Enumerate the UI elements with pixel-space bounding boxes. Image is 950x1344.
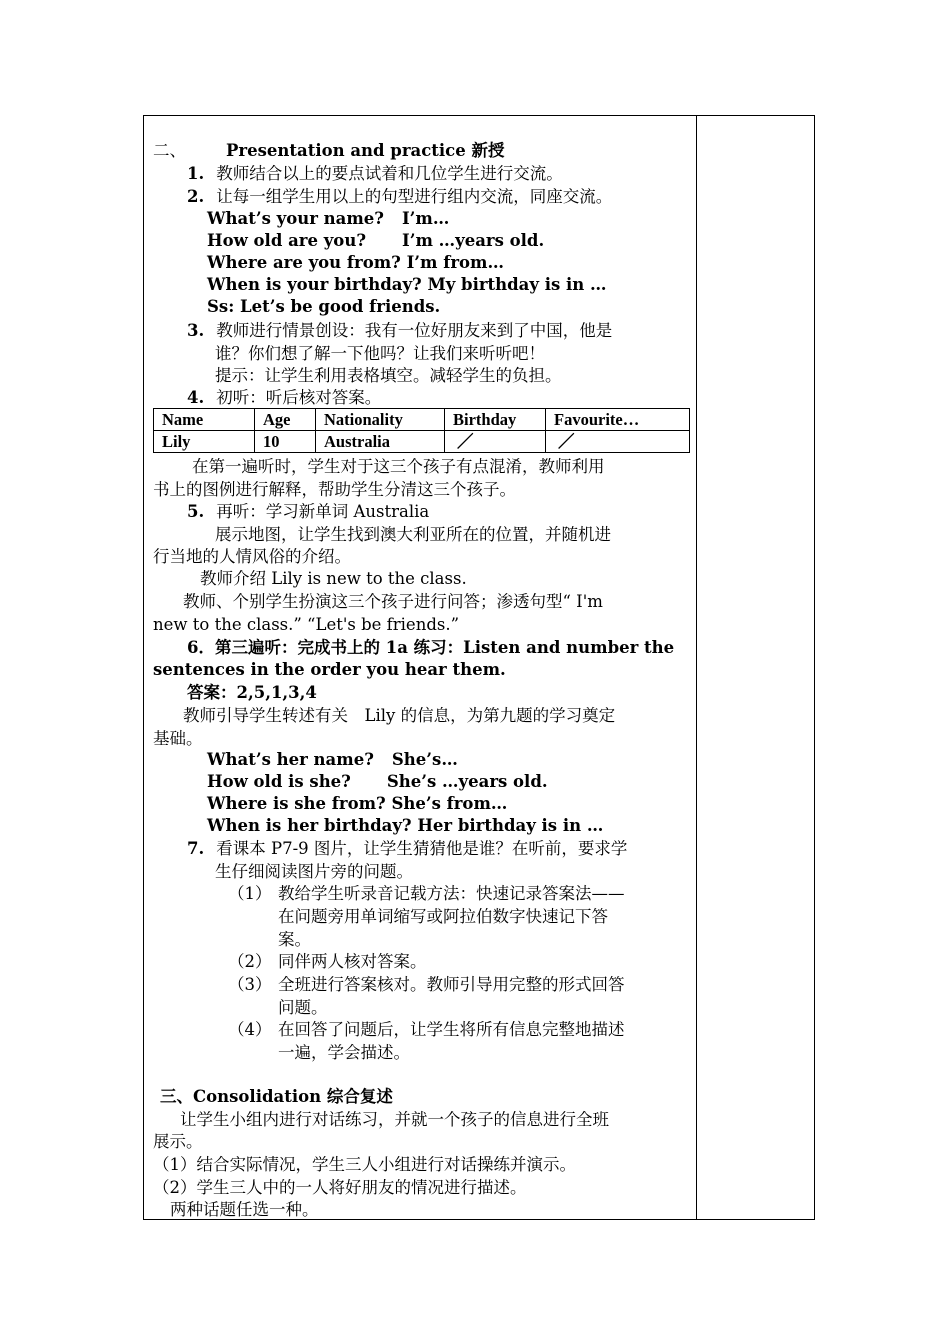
- sub-item-text: 在问题旁用单词缩写或阿拉伯数字快速记下答: [278, 907, 608, 926]
- table-cell: Lily: [154, 431, 255, 453]
- item-4: 4. 初听：听后核对答案。: [187, 388, 382, 407]
- table-header-cell: Name: [154, 409, 255, 431]
- item-7: 7. 看课本 P7-9 图片，让学生猜猜他是谁？在听前，要求学: [187, 839, 628, 858]
- item-5: 5. 再听：学习新单词 Australia: [187, 502, 430, 521]
- paragraph: （1）结合实际情况，学生三人小组进行对话操练并演示。: [153, 1155, 576, 1174]
- dialog-line: Where are you from? I’m from…: [207, 253, 505, 272]
- item-3-hint: 提示：让学生利用表格填空。减轻学生的负担。: [215, 366, 562, 385]
- sub-item-text: 问题。: [278, 998, 328, 1017]
- sub-item-text: 全班进行答案核对。教师引导用完整的形式回答: [278, 975, 625, 994]
- paragraph: 教师、个别学生扮演这三个孩子进行问答；渗透句型“ I'm: [183, 592, 603, 611]
- paragraph: 行当地的人情风俗的介绍。: [153, 547, 351, 566]
- dialog-line: How old is she? She’s …years old.: [207, 772, 548, 791]
- dialog-line: Ss: Let’s be good friends.: [207, 297, 441, 316]
- dialog-line: How old are you? I’m …years old.: [207, 231, 545, 250]
- table-header-cell: Favourite…: [546, 409, 690, 431]
- table-header-cell: Age: [255, 409, 316, 431]
- dialog-line: What’s your name? I’m…: [207, 209, 450, 228]
- item-7-cont: 生仔细阅读图片旁的问题。: [215, 862, 413, 881]
- paragraph: 两种话题任选一种。: [170, 1200, 319, 1219]
- paragraph: 在第一遍听时，学生对于这三个孩子有点混淆，教师利用: [192, 457, 605, 476]
- answer-line: 答案：2,5,1,3,4: [187, 683, 317, 702]
- sub-item-text: 教给学生听录音记载方法：快速记录答案法——: [278, 884, 625, 903]
- sub-item-number: （2）: [228, 952, 272, 971]
- item-3-cont: 谁？你们想了解一下他吗？让我们来听听吧！: [215, 344, 545, 363]
- info-table: [153, 408, 690, 453]
- paragraph: 教师引导学生转述有关 Lily 的信息，为第九题的学习奠定: [183, 706, 616, 725]
- paragraph: 教师介绍 Lily is new to the class.: [200, 569, 467, 588]
- paragraph: 展示地图，让学生找到澳大利亚所在的位置，并随机进: [215, 525, 611, 544]
- sub-item-text: 案。: [278, 930, 311, 949]
- sub-item-number: （3）: [228, 975, 272, 994]
- dialog-line: Where is she from? She’s from…: [207, 794, 508, 813]
- column-divider: [696, 115, 697, 1220]
- paragraph: （2）学生三人中的一人将好朋友的情况进行描述。: [153, 1178, 527, 1197]
- item-6-cont: sentences in the order you hear them.: [153, 660, 506, 679]
- item-3: 3. 教师进行情景创设：我有一位好朋友来到了中国，他是: [187, 321, 613, 340]
- table-cell: ／: [445, 431, 546, 453]
- paragraph: new to the class.” “Let's be friends.”: [153, 615, 460, 634]
- table-header-cell: Nationality: [316, 409, 445, 431]
- paragraph: 让学生小组内进行对话练习，并就一个孩子的信息进行全班: [180, 1110, 609, 1129]
- dialog-line: When is her birthday? Her birthday is in …: [207, 816, 604, 835]
- section-three-heading: 三、Consolidation 综合复述: [160, 1087, 393, 1106]
- paragraph: 基础。: [153, 729, 203, 748]
- sub-item-text: 同伴两人核对答案。: [278, 952, 427, 971]
- dialog-line: What’s her name? She’s…: [207, 750, 458, 769]
- table-header-cell: Birthday: [445, 409, 546, 431]
- table-row: [154, 431, 690, 453]
- paragraph: 展示。: [153, 1132, 203, 1151]
- sub-item-text: 一遍，学会描述。: [278, 1043, 410, 1062]
- table-cell: ／: [546, 431, 690, 453]
- sub-item-number: （1）: [228, 884, 272, 903]
- table-header-row: [154, 409, 690, 431]
- section-two-heading: 二、 Presentation and practice 新授: [153, 141, 505, 160]
- sub-item-text: 在回答了问题后，让学生将所有信息完整地描述: [278, 1020, 625, 1039]
- item-2: 2. 让每一组学生用以上的句型进行组内交流，同座交流。: [187, 187, 613, 206]
- table-cell: 10: [255, 431, 316, 453]
- table-cell: Australia: [316, 431, 445, 453]
- item-1: 1. 教师结合以上的要点试着和几位学生进行交流。: [187, 164, 563, 183]
- item-6: 6．第三遍听：完成书上的 1a 练习：Listen and number the: [187, 638, 675, 657]
- sub-item-number: （4）: [228, 1020, 272, 1039]
- paragraph: 书上的图例进行解释，帮助学生分清这三个孩子。: [153, 480, 516, 499]
- dialog-line: When is your birthday? My birthday is in …: [207, 275, 607, 294]
